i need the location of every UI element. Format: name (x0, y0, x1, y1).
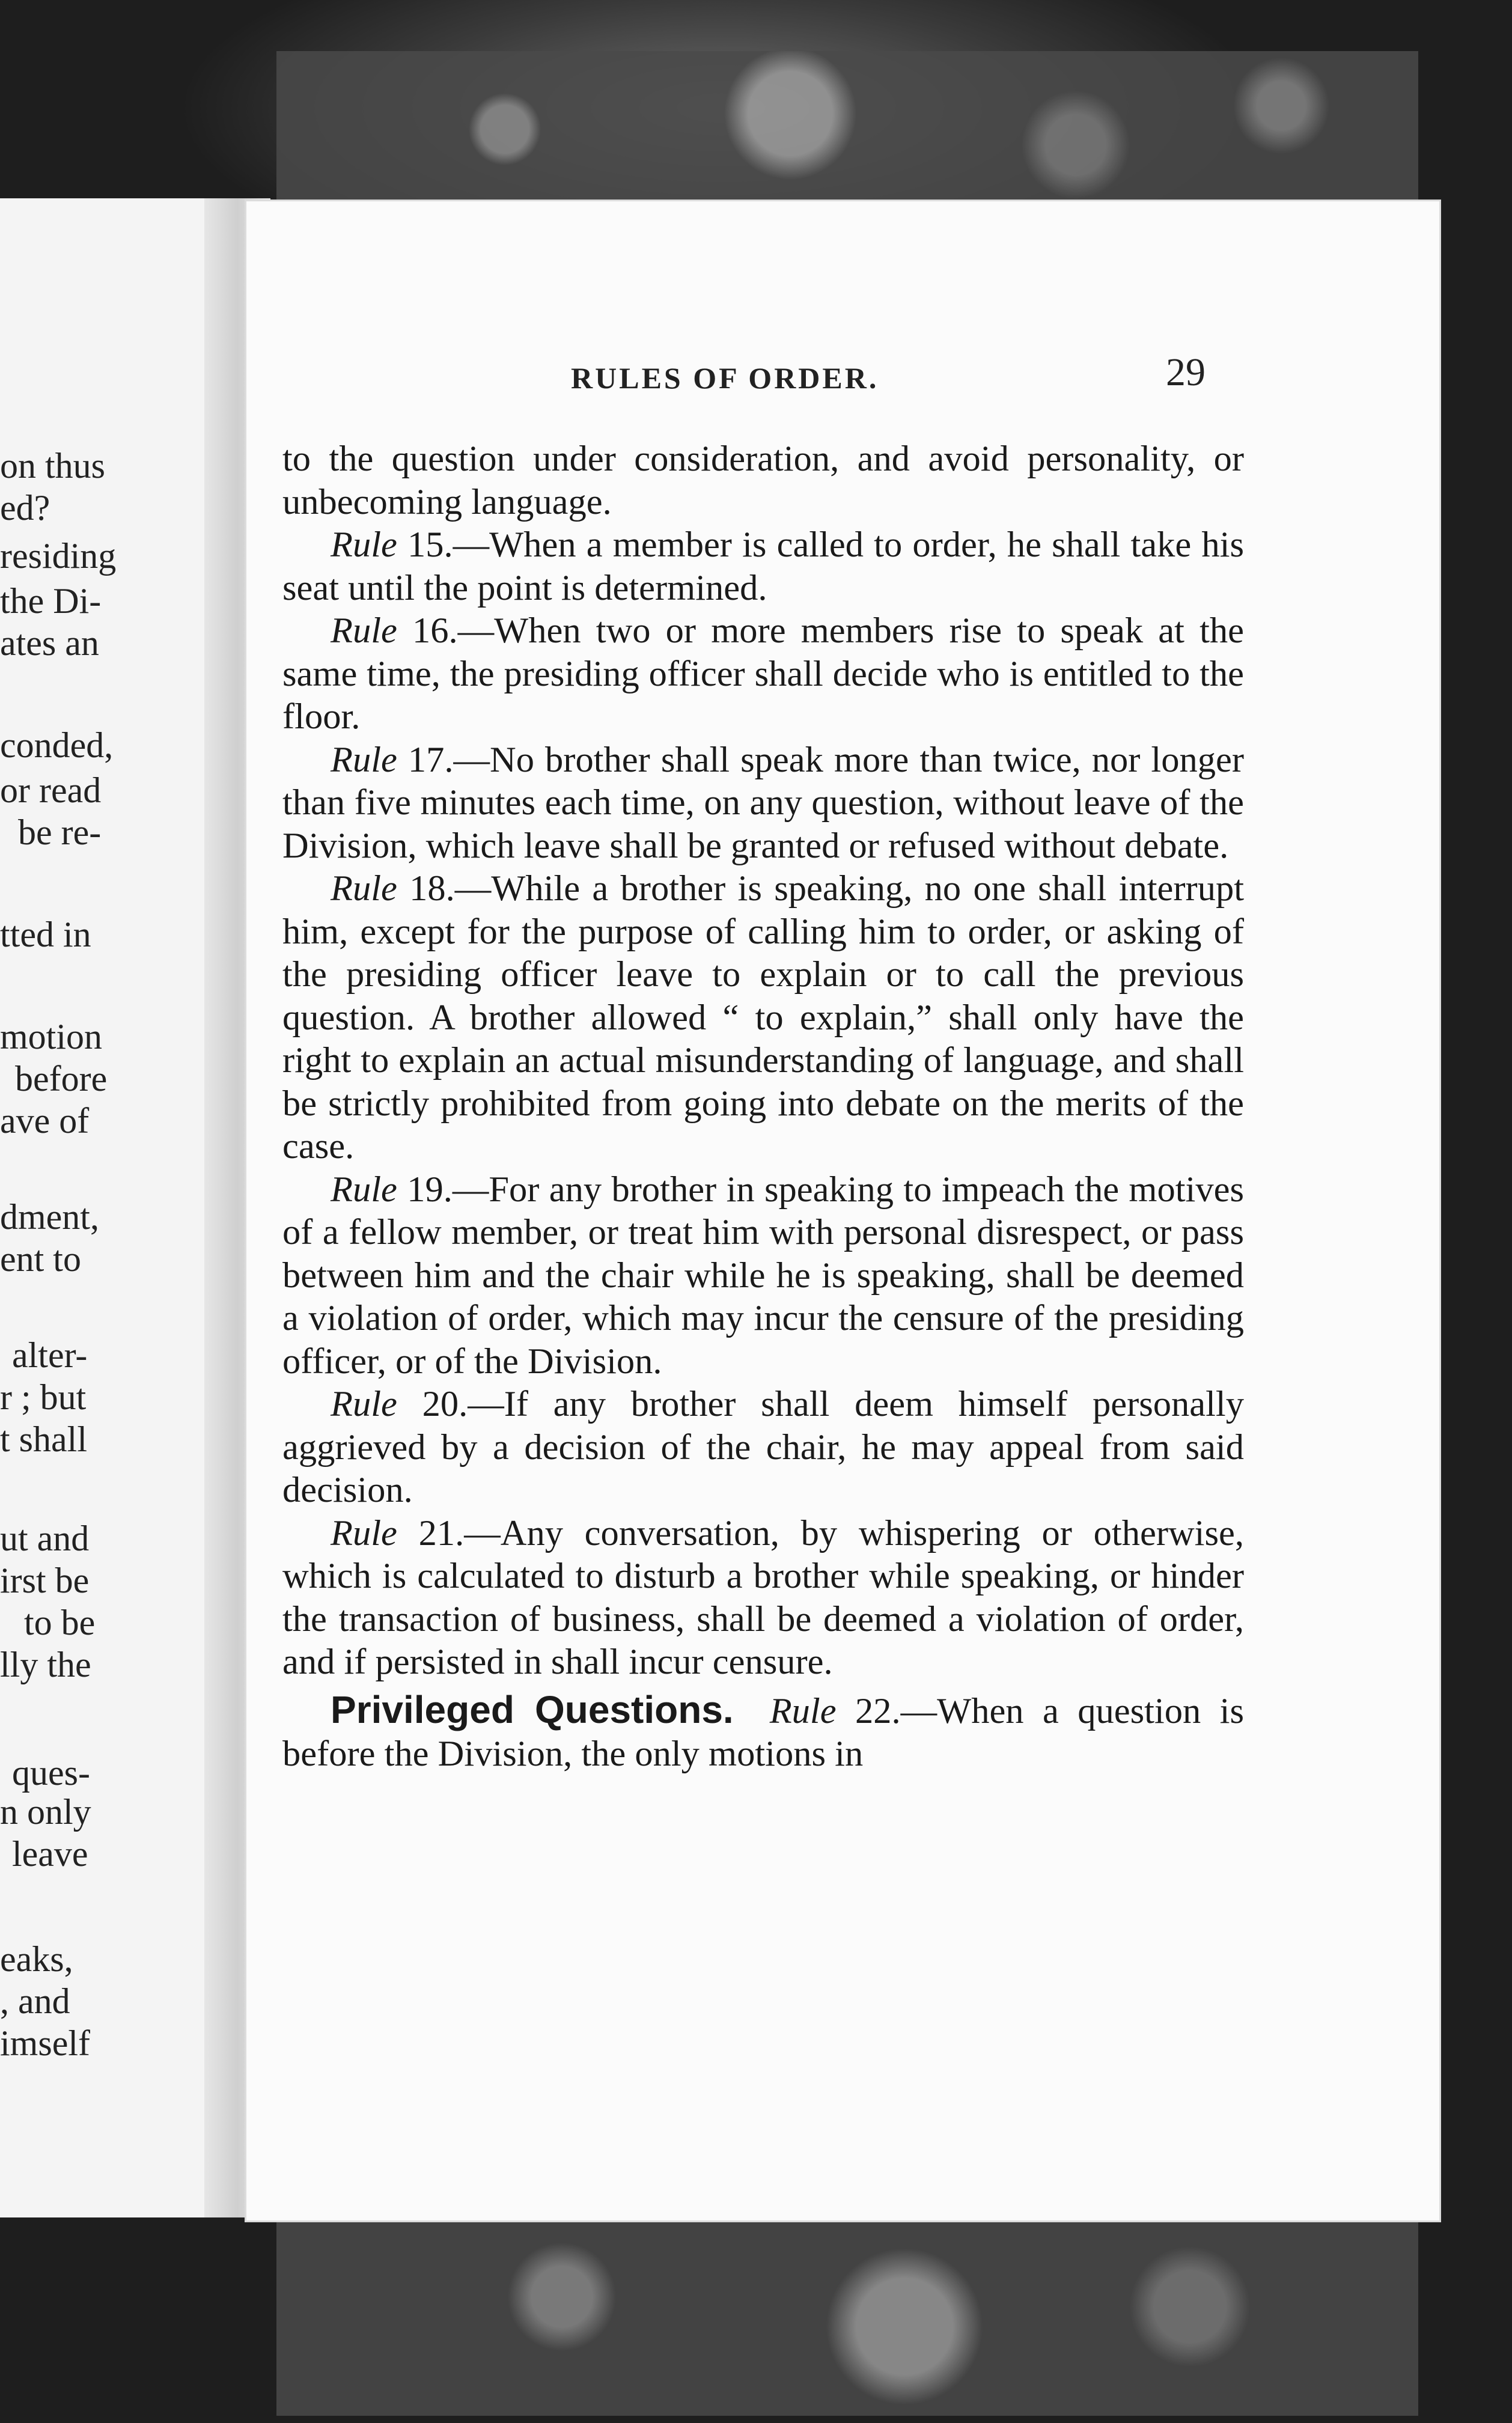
rule-text: 21.—Any conversation, by whispering or otherwise, which is calculated to disturb a brother while speaking, or hinder the transaction of business, shall be deemed a violation of order, and if persisted in shall incur censure. (282, 1513, 1244, 1682)
facing-page-line: to be (24, 1603, 96, 1642)
facing-page-line: irst be (0, 1561, 90, 1600)
rule-text: 20.—If any brother shall deem himself personally aggrieved by a decision of the chair, he may appeal from said decision. (282, 1384, 1244, 1510)
page-number: 29 (1166, 350, 1206, 394)
facing-page-line: dment, (0, 1197, 99, 1237)
rule-text: 16.—When two or more members rise to speak at the same time, the presiding officer shall decide who is entitled to the floor. (282, 611, 1244, 737)
rule-21-paragraph (282, 1512, 1244, 1684)
facing-page-line: ed? (0, 488, 50, 528)
facing-page-line: residing (0, 536, 117, 576)
facing-page-line: conded, (0, 725, 114, 765)
rule-text: 19.—For any brother in speaking to impeach the motives of a fellow member, or treat him with personal disrespect, or pass between him and the chair while he is speaking, shall be deemed a violation of order, which may incur the censure of the presiding officer, or of the Division. (282, 1169, 1244, 1382)
rule-label: Rule (331, 525, 397, 565)
rule-19-paragraph (282, 1168, 1244, 1383)
intro-paragraph: to the question under consideration, and avoid personality, or unbecoming language. (282, 439, 1244, 522)
rule-label: Rule (331, 1513, 397, 1553)
rule-label: Rule (331, 1384, 397, 1424)
section-heading: Privileged Questions. (331, 1687, 734, 1731)
facing-page-line: r ; but (0, 1377, 87, 1417)
rule-17-paragraph (282, 739, 1244, 868)
facing-page-line: the Di- (0, 581, 102, 621)
facing-page-line: ques- (12, 1753, 90, 1793)
rule-22-paragraph (282, 1689, 1244, 1776)
facing-page-line: or read (0, 770, 102, 810)
rule-text: 22.—When a question is before the Division, the only motions in (282, 1690, 1244, 1774)
facing-page-line: before (15, 1059, 108, 1099)
rule-20-paragraph (282, 1383, 1244, 1512)
facing-page-line: lly the (0, 1645, 91, 1684)
facing-page-line: imself (0, 2023, 90, 2063)
page-body (282, 437, 1244, 1776)
facing-page-line: ut and (0, 1519, 90, 1558)
facing-page-line: leave (12, 1834, 88, 1874)
facing-page-line: on thus (0, 446, 106, 486)
facing-page-line: ates an (0, 623, 99, 663)
rule-18-paragraph (282, 867, 1244, 1168)
rule-label: Rule (331, 868, 397, 909)
rule-label: Rule (769, 1690, 837, 1731)
facing-page-line: motion (0, 1017, 103, 1056)
rule-label: Rule (331, 739, 397, 780)
facing-page-line: ent to (0, 1239, 81, 1279)
rule-text: 15.—When a member is called to order, he shall take his seat until the point is determined. (282, 525, 1244, 608)
cover-texture-top (276, 51, 1418, 207)
facing-page-line: tted in (0, 915, 91, 954)
rule-16-paragraph (282, 609, 1244, 739)
cover-texture-bottom (276, 2217, 1418, 2416)
facing-page-line: ave of (0, 1101, 90, 1141)
running-head: RULES OF ORDER. (571, 361, 879, 395)
rule-text: 18.—While a brother is speaking, no one shall interrupt him, except for the purpose of calling him to order, or asking of the presiding officer leave to explain or to call the previous question. A brother allowed “ to explain,” shall only have the right to explain an actual misunderstanding of language, and shall be strictly prohibited from going into debate on the merits of the case. (282, 868, 1244, 1166)
facing-page-line: eaks, (0, 1939, 73, 1979)
rule-label: Rule (331, 1169, 397, 1210)
facing-page-line: be re- (18, 812, 102, 852)
facing-page-line: , and (0, 1981, 70, 2021)
facing-page-line: t shall (0, 1419, 87, 1459)
rule-15-paragraph (282, 523, 1244, 609)
rule-label: Rule (331, 611, 397, 651)
facing-page-line: alter- (12, 1335, 88, 1375)
facing-page-line: n only (0, 1792, 91, 1832)
rule-text: 17.—No brother shall speak more than twice, nor longer than five minutes each time, on any question, without leave of the Division, which leave shall be granted or refused without debate. (282, 739, 1244, 866)
